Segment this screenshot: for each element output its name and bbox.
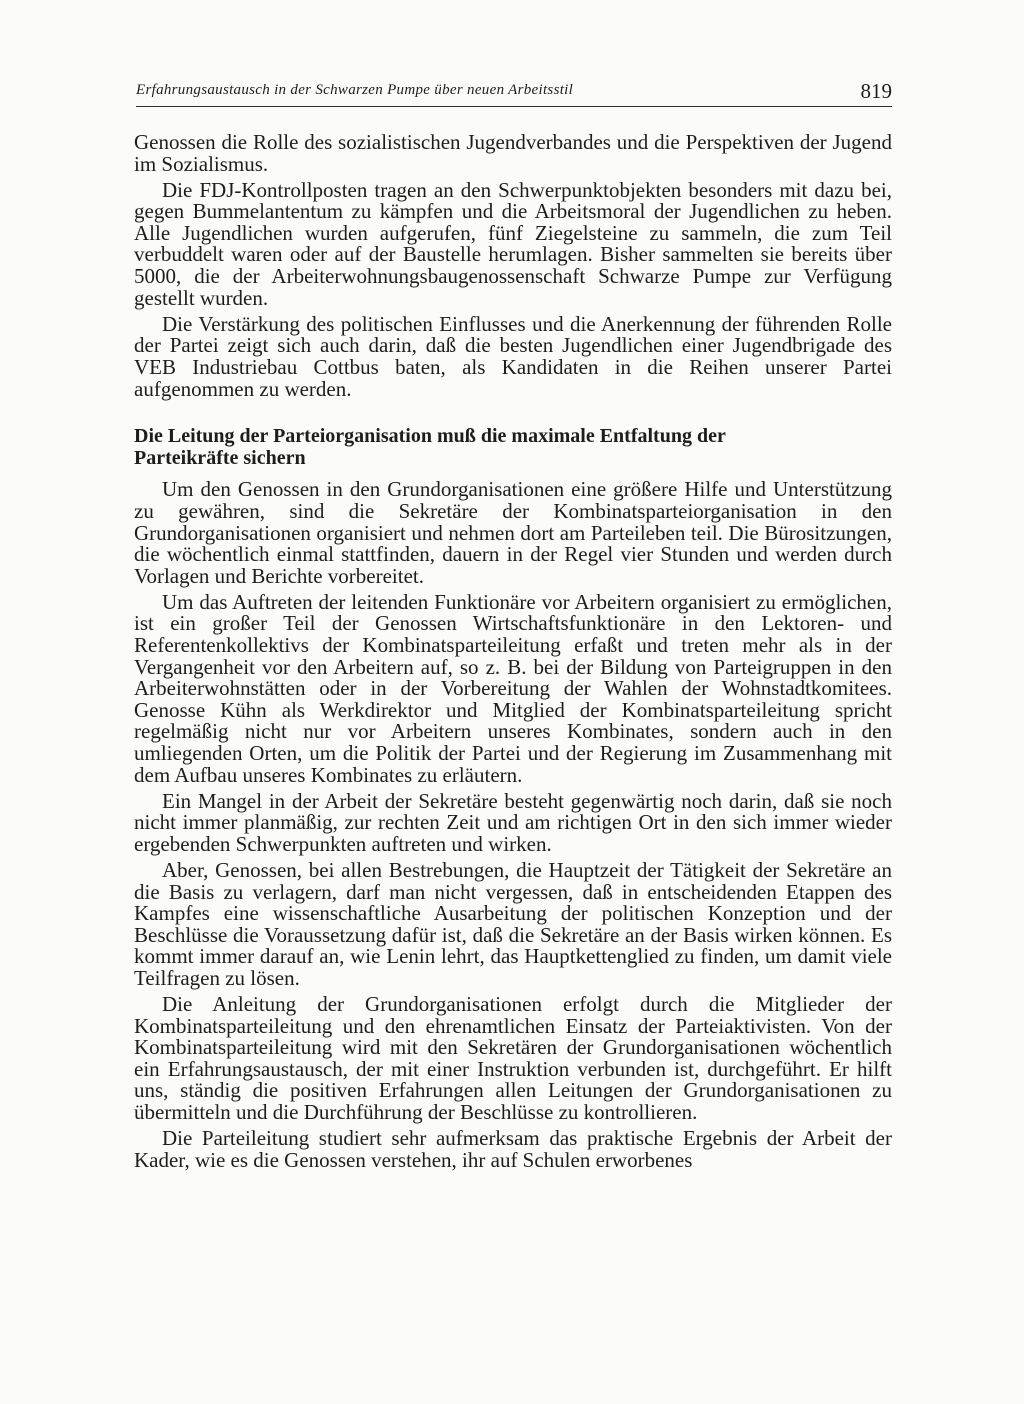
header-rule	[136, 106, 892, 107]
section-heading: Die Leitung der Parteiorganisation muß die maximale Entfaltung der Parteikräfte sichern	[134, 425, 726, 469]
paragraph: Genossen die Rolle des sozialistischen Jugendverbandes und die Perspektiven der Jugend im Sozialismus.	[134, 130, 892, 176]
paragraph: Um das Auftreten der leitenden Funktionäre vor Arbeitern organisiert zu ermöglichen, ist ein großer Teil der Genossen Wirtschaftsfunktionäre in den Lektoren- und Referentenkollektivs der Kombinatsparteileitung erfaßt und treten mehr als in der Vergangenheit vor den Arbeitern auf, so z. B. bei der Bildung von Parteigruppen in den Arbeiterwohnstätten oder in der Vorbereitung der Wahlen der Wohnstadtkomitees. Genosse Kühn als Werkdirektor und Mitglied der Kombinatsparteileitung spricht regelmäßig nicht nur vor Arbeitern unseres Kombinates, sondern auch in den umliegenden Orten, um die Politik der Partei und der Regierung im Zusammenhang mit dem Aufbau unseres Kombinates zu erläutern.	[134, 589, 892, 787]
paragraph: Die Anleitung der Grundorganisationen erfolgt durch die Mitglieder der Kombinatsparteileitung und den ehrenamtlichen Einsatz der Parteiaktivisten. Von der Kombinatsparteileitung wird mit den Sekretären der Grundorganisationen wöchentlich ein Erfahrungsaustausch, der mit einer Instruktion verbunden ist, durchgeführt. Er hilft uns, ständig die positiven Erfahrungen allen Leitungen der Grundorganisationen zu übermitteln und die Durchführung der Beschlüsse zu kontrollieren.	[134, 991, 892, 1124]
paragraph: Aber, Genossen, bei allen Bestrebungen, die Hauptzeit der Tätigkeit der Sekretäre an die Basis zu verlagern, darf man nicht vergessen, daß in entscheidenden Etappen des Kampfes eine wissenschaftliche Ausarbeitung der politischen Konzeption und der Beschlüsse die Voraussetzung dafür ist, daß die Sekretäre an der Basis wirken können. Es kommt immer darauf an, wie Lenin lehrt, das Hauptkettenglied zu finden, um damit viele Teilfragen zu lösen.	[134, 857, 892, 990]
paragraph: Die Parteileitung studiert sehr aufmerksam das praktische Ergebnis der Arbeit der Kader, wie es die Genossen verstehen, ihr auf Schulen erworbenes	[134, 1126, 892, 1172]
paragraph: Ein Mangel in der Arbeit der Sekretäre besteht gegenwärtig noch darin, daß sie noch nicht immer planmäßig, zur rechten Zeit und am richtigen Ort in den sich immer wieder ergebenden Schwerpunkten auftreten und wirken.	[134, 788, 892, 856]
paragraph: Die Verstärkung des politischen Einflusses und die Anerkennung der führenden Rolle der Partei zeigt sich auch darin, daß die besten Jugendlichen einer Jugendbrigade des VEB Industriebau Cottbus baten, als Kandidaten in die Reihen unserer Partei aufgenommen zu werden.	[134, 311, 892, 401]
page-number: 819	[860, 79, 892, 103]
running-header	[136, 80, 892, 108]
running-title: Erfahrungsaustausch in der Schwarzen Pumpe über neuen Arbeitsstil	[136, 82, 574, 98]
body-text	[134, 132, 892, 1176]
paragraph: Die FDJ-Kontrollposten tragen an den Schwerpunktobjekten besonders mit dazu bei, gegen Bummelantentum zu kämpfen und die Arbeitsmoral der Jugendlichen zu heben. Alle Jugendlichen wurden aufgerufen, fünf Ziegelsteine zu sammeln, die zum Teil verbuddelt waren oder auf der Baustelle herumlagen. Bisher sammelten sie bereits über 5000, die der Arbeiterwohnungsbaugenossenschaft Schwarze Pumpe zur Verfügung gestellt wurden.	[134, 177, 892, 310]
paragraph: Um den Genossen in den Grundorganisationen eine größere Hilfe und Unterstützung zu gewähren, sind die Sekretäre der Kombinatsparteiorganisation in den Grundorganisationen organisiert und nehmen dort am Parteileben teil. Die Bürositzungen, die wöchentlich einmal stattfinden, dauern in der Regel vier Stunden und werden durch Vorlagen und Berichte vorbereitet.	[134, 477, 892, 588]
